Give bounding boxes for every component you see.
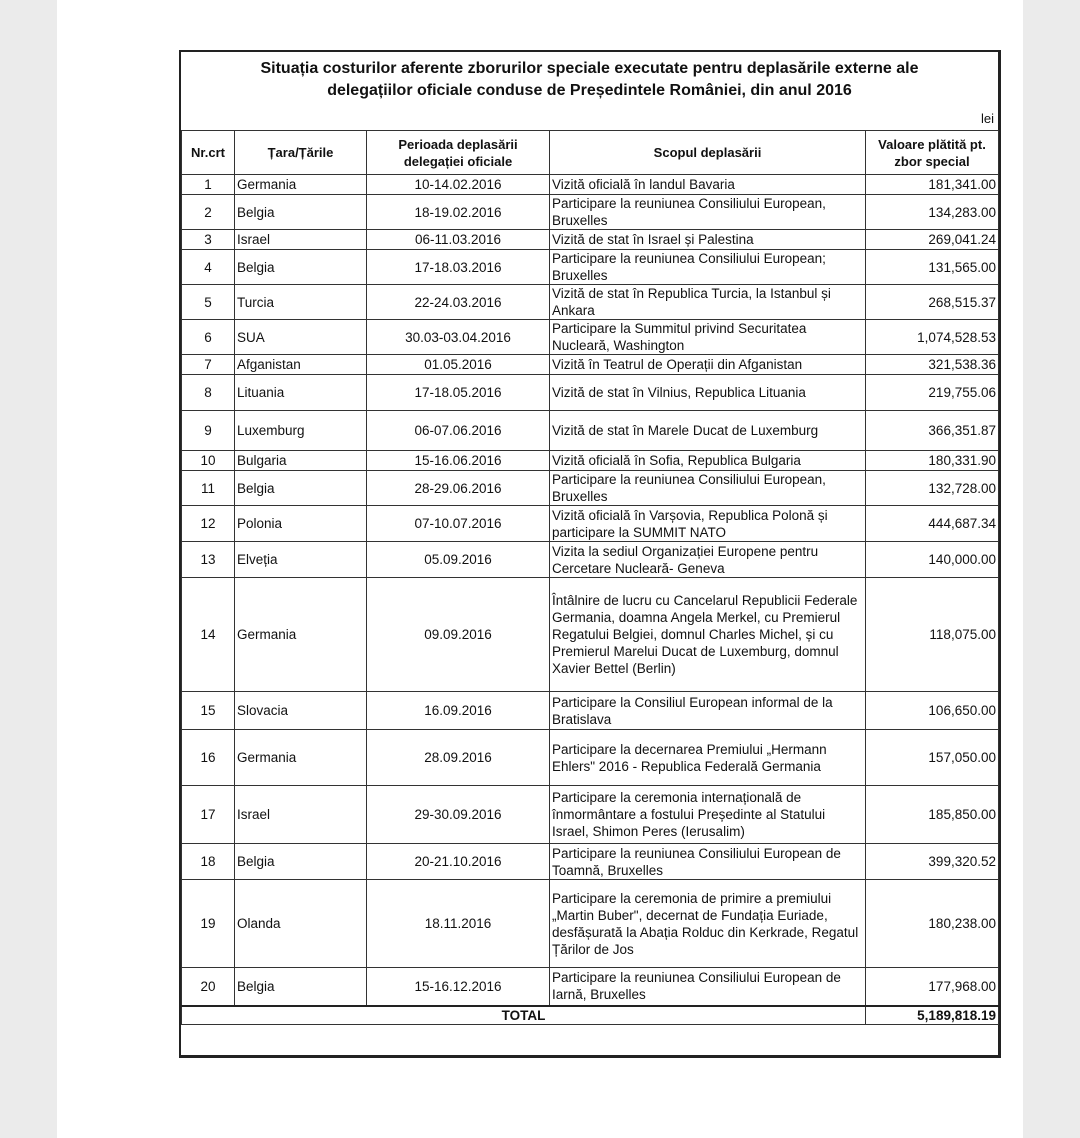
cell-period: 17-18.03.2016: [367, 250, 550, 285]
cell-country: Bulgaria: [235, 451, 367, 471]
cell-value: 118,075.00: [866, 578, 999, 692]
cell-nr: 20: [182, 968, 235, 1006]
cell-value: 131,565.00: [866, 250, 999, 285]
table-row: [182, 880, 999, 968]
total-label: TOTAL: [182, 1006, 866, 1025]
cell-purpose: Întâlnire de lucru cu Cancelarul Republicii Federale Germania, doamna Angela Merkel, cu Premierul Regatului Belgiei, domnul Charles Michel, și cu Premierul Marelui Ducat de Luxemburg, domnul Xavier Bettel (Berlin): [550, 578, 866, 692]
cell-nr: 16: [182, 730, 235, 786]
header-value: Valoare plătită pt. zbor special: [866, 131, 999, 175]
cell-purpose: Participare la reuniunea Consiliului European de Iarnă, Bruxelles: [550, 968, 866, 1006]
cell-nr: 19: [182, 880, 235, 968]
cell-period: 05.09.2016: [367, 542, 550, 578]
cell-nr: 15: [182, 692, 235, 730]
cell-period: 28.09.2016: [367, 730, 550, 786]
cell-nr: 18: [182, 844, 235, 880]
cell-purpose: Participare la reuniunea Consiliului European; Bruxelles: [550, 250, 866, 285]
cell-nr: 5: [182, 285, 235, 320]
table-row: [182, 506, 999, 542]
cell-value: 321,538.36: [866, 355, 999, 375]
cell-purpose: Vizita la sediul Organizației Europene pentru Cercetare Nucleară- Geneva: [550, 542, 866, 578]
cell-country: Belgia: [235, 968, 367, 1006]
cell-purpose: Vizită oficială în landul Bavaria: [550, 175, 866, 195]
cell-country: Germania: [235, 578, 367, 692]
cell-purpose: Participare la reuniunea Consiliului European de Toamnă, Bruxelles: [550, 844, 866, 880]
cell-period: 07-10.07.2016: [367, 506, 550, 542]
cell-purpose: Vizită de stat în Vilnius, Republica Lituania: [550, 375, 866, 411]
cell-value: 177,968.00: [866, 968, 999, 1006]
cell-nr: 11: [182, 471, 235, 506]
cell-nr: 10: [182, 451, 235, 471]
table-row: [182, 411, 999, 451]
table-row: [182, 844, 999, 880]
cell-purpose: Vizită de stat în Marele Ducat de Luxemburg: [550, 411, 866, 451]
cell-period: 09.09.2016: [367, 578, 550, 692]
table-row: [182, 542, 999, 578]
title-line-2: delegațiilor oficiale conduse de Președintele României, din anul 2016: [327, 82, 852, 99]
cell-period: 17-18.05.2016: [367, 375, 550, 411]
table-row: [182, 320, 999, 355]
report-frame: [179, 50, 1001, 1058]
cell-country: Lituania: [235, 375, 367, 411]
cell-period: 22-24.03.2016: [367, 285, 550, 320]
cell-country: SUA: [235, 320, 367, 355]
cell-nr: 17: [182, 786, 235, 844]
table-row: [182, 786, 999, 844]
header-period: Perioada deplasării delegației oficiale: [367, 131, 550, 175]
cell-nr: 2: [182, 195, 235, 230]
cell-period: 30.03-03.04.2016: [367, 320, 550, 355]
table-row: [182, 578, 999, 692]
cell-purpose: Participare la Summitul privind Securitatea Nucleară, Washington: [550, 320, 866, 355]
cell-value: 157,050.00: [866, 730, 999, 786]
cell-country: Slovacia: [235, 692, 367, 730]
cell-country: Turcia: [235, 285, 367, 320]
cell-nr: 3: [182, 230, 235, 250]
cell-country: Belgia: [235, 471, 367, 506]
table-row: [182, 375, 999, 411]
table-row: [182, 230, 999, 250]
cell-value: 180,238.00: [866, 880, 999, 968]
cell-purpose: Vizită oficială în Sofia, Republica Bulgaria: [550, 451, 866, 471]
table-row: [182, 195, 999, 230]
header-row: [182, 131, 999, 175]
cell-purpose: Participare la reuniunea Consiliului European, Bruxelles: [550, 195, 866, 230]
cell-value: 181,341.00: [866, 175, 999, 195]
cell-period: 18-19.02.2016: [367, 195, 550, 230]
cell-country: Israel: [235, 786, 367, 844]
cell-period: 15-16.06.2016: [367, 451, 550, 471]
cell-country: Polonia: [235, 506, 367, 542]
cell-value: 140,000.00: [866, 542, 999, 578]
cell-nr: 9: [182, 411, 235, 451]
cell-country: Elveția: [235, 542, 367, 578]
cell-purpose: Vizită de stat în Israel și Palestina: [550, 230, 866, 250]
currency-label: lei: [980, 111, 994, 126]
cell-nr: 1: [182, 175, 235, 195]
table-row: [182, 175, 999, 195]
costs-table: [181, 130, 999, 1025]
cell-value: 134,283.00: [866, 195, 999, 230]
table-row: [182, 285, 999, 320]
cell-nr: 4: [182, 250, 235, 285]
cell-purpose: Participare la ceremonia de primire a premiului „Martin Buber", decernat de Fundația Euriade, desfășurată la Abația Rolduc din Kerkrade, Regatul Țărilor de Jos: [550, 880, 866, 968]
document-title: [181, 58, 998, 102]
cell-value: 268,515.37: [866, 285, 999, 320]
cell-period: 20-21.10.2016: [367, 844, 550, 880]
cell-purpose: Vizită oficială în Varșovia, Republica Polonă și participare la SUMMIT NATO: [550, 506, 866, 542]
cell-period: 06-11.03.2016: [367, 230, 550, 250]
cell-value: 444,687.34: [866, 506, 999, 542]
total-row: [182, 1006, 999, 1025]
table-row: [182, 730, 999, 786]
cell-purpose: Vizită în Teatrul de Operații din Afganistan: [550, 355, 866, 375]
cell-value: 180,331.90: [866, 451, 999, 471]
cell-period: 16.09.2016: [367, 692, 550, 730]
cell-nr: 8: [182, 375, 235, 411]
header-nr: Nr.crt: [182, 131, 235, 175]
cell-period: 06-07.06.2016: [367, 411, 550, 451]
cell-value: 185,850.00: [866, 786, 999, 844]
header-country: Țara/Țările: [235, 131, 367, 175]
cell-value: 269,041.24: [866, 230, 999, 250]
cell-country: Afganistan: [235, 355, 367, 375]
cell-value: 399,320.52: [866, 844, 999, 880]
header-purpose: Scopul deplasării: [550, 131, 866, 175]
cell-country: Germania: [235, 730, 367, 786]
cell-country: Belgia: [235, 250, 367, 285]
cell-purpose: Participare la ceremonia internațională de înmormântare a fostului Președinte al Statului Israel, Shimon Peres (Ierusalim): [550, 786, 866, 844]
cell-nr: 7: [182, 355, 235, 375]
cell-country: Belgia: [235, 195, 367, 230]
cell-purpose: Participare la reuniunea Consiliului European, Bruxelles: [550, 471, 866, 506]
cell-purpose: Vizită de stat în Republica Turcia, la Istanbul și Ankara: [550, 285, 866, 320]
cell-period: 01.05.2016: [367, 355, 550, 375]
table-row: [182, 968, 999, 1006]
cell-country: Israel: [235, 230, 367, 250]
cell-country: Olanda: [235, 880, 367, 968]
table-body: [182, 175, 999, 1006]
title-line-1: Situația costurilor aferente zborurilor speciale executate pentru deplasările externe ale: [260, 60, 919, 77]
cell-period: 28-29.06.2016: [367, 471, 550, 506]
cell-nr: 12: [182, 506, 235, 542]
table-row: [182, 355, 999, 375]
table-row: [182, 471, 999, 506]
cell-country: Belgia: [235, 844, 367, 880]
table-row: [182, 451, 999, 471]
cell-country: Luxemburg: [235, 411, 367, 451]
cell-value: 106,650.00: [866, 692, 999, 730]
total-value: 5,189,818.19: [866, 1006, 999, 1025]
cell-value: 1,074,528.53: [866, 320, 999, 355]
document-page: [57, 0, 1023, 1138]
table-row: [182, 250, 999, 285]
cell-period: 10-14.02.2016: [367, 175, 550, 195]
cell-purpose: Participare la Consiliul European informal de la Bratislava: [550, 692, 866, 730]
cell-country: Germania: [235, 175, 367, 195]
cell-purpose: Participare la decernarea Premiului „Hermann Ehlers" 2016 - Republica Federală Germania: [550, 730, 866, 786]
table-row: [182, 692, 999, 730]
cell-nr: 14: [182, 578, 235, 692]
cell-value: 219,755.06: [866, 375, 999, 411]
cell-value: 132,728.00: [866, 471, 999, 506]
cell-period: 18.11.2016: [367, 880, 550, 968]
cell-period: 15-16.12.2016: [367, 968, 550, 1006]
cell-period: 29-30.09.2016: [367, 786, 550, 844]
cell-value: 366,351.87: [866, 411, 999, 451]
cell-nr: 6: [182, 320, 235, 355]
cell-nr: 13: [182, 542, 235, 578]
